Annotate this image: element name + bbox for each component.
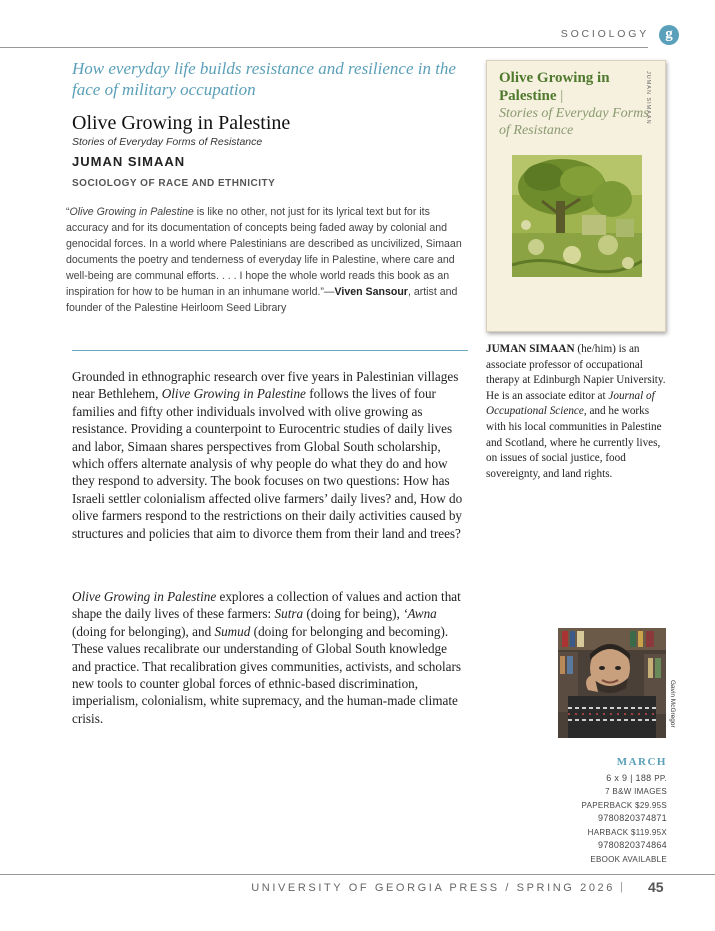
text-run: (doing for belonging and becoming). These values recalibrate our understanding of Global South knowledge and practice. That recalibration gives communities, activists, and scholars new tools to counter global forces of ethnic-based discrimination, imperialism, colonialism, white supremacy, and the human-made climate crisis. xyxy=(72,623,462,726)
author-bio xyxy=(486,342,668,482)
text-run: Grounded in ethnographic research over five years in Palestinian villages near Bethlehem, xyxy=(72,369,459,402)
spec-paperback-isbn: 9780820374871 xyxy=(598,813,667,823)
book-subtitle: Stories of Everyday Forms of Resistance xyxy=(72,136,263,148)
quote-title-ref: Olive Growing in Palestine xyxy=(69,206,194,218)
author-photo-image xyxy=(558,628,666,738)
spec-trim xyxy=(582,772,667,786)
description-paragraph-1 xyxy=(72,368,468,542)
spec-paperback: PAPERBACK $29.95S xyxy=(581,800,667,810)
book-title: Olive Growing in Palestine xyxy=(72,112,291,134)
endorsement-quote xyxy=(66,204,470,316)
header-rule xyxy=(0,47,648,48)
footer-separator: | xyxy=(620,881,623,893)
text-run: (doing for being), xyxy=(303,606,404,622)
cover-artwork-image xyxy=(512,155,642,277)
release-month: MARCH xyxy=(616,756,667,768)
spec-ebook: EBOOK AVAILABLE xyxy=(590,854,667,864)
text-run: follows the lives of four families and fifty other individuals involved with olive growing as resistance. Providing a counterpoint to Eurocentric studies of daily lives and labor, Simaan shares perspectives from Global South scholarship, which offers alternate analysis of why people do what they do and how they respond to adversity. The book focuses on two questions: How has Israeli settler colonialism affected olive farmers’ daily lives? and, How do olive farmers respond to the restrictions on their daily activities caused by structures and policies that aim to divorce them from their land and trees? xyxy=(72,386,463,541)
cover-author: JUMAN SIMAAN xyxy=(645,71,651,125)
text-run: (he/him) is an associate professor of occupational therapy at Edinburgh Napier University. He is an associate editor at xyxy=(486,343,666,402)
text-run: explores a collection of values and action that shape the daily lives of these farmers: xyxy=(72,589,461,622)
pages-unit: PP. xyxy=(654,773,667,783)
book-cover xyxy=(486,60,666,332)
journal-title: Journal of Occupational Science xyxy=(486,389,655,418)
quote-attribution-name: Viven Sansour xyxy=(334,286,408,298)
press-logo-icon: g xyxy=(659,25,679,45)
cover-subtitle: Stories of Everyday Forms of Resistance xyxy=(499,106,649,138)
trim-size: 6 x 9 | 188 xyxy=(606,772,655,783)
spec-hardback: HARBACK $119.95X xyxy=(587,827,667,837)
description-paragraph-2 xyxy=(72,588,468,727)
cover-title-text: Olive Growing in Palestine xyxy=(499,70,610,104)
book-specs xyxy=(582,756,667,866)
text-run: , and he works with his local communities in Palestine and Scotland, where he currently lives, on issues of social justice, food sovereignty, and land rights. xyxy=(486,405,662,480)
bio-author-name: JUMAN SIMAAN xyxy=(486,343,575,355)
quote-mark: “ xyxy=(66,206,70,218)
spec-hardback-isbn: 9780820374864 xyxy=(598,840,667,850)
quote-attribution-role: , artist and founder of the Palestine Heirloom Seed Library xyxy=(66,286,458,314)
term-sumud: Sumud xyxy=(214,623,251,639)
quote-text: is like no other, not just for its lyrical text but for its accuracy and for its documentation of concepts being faded away by colonial and genocidal forces. In a world where Palestinians are described as uncivilized, Simaan documents the poetry and tenderness of everyday life in Palestine, where care and well-being are communal efforts. . . . I hope the whole world reads this book as an inspiration for how to be human in an inhumane world.”— xyxy=(66,206,462,298)
author-name: JUMAN SIMAAN xyxy=(72,154,186,169)
cover-title xyxy=(499,69,647,105)
footer-publisher-season: UNIVERSITY OF GEORGIA PRESS / SPRING 2026 xyxy=(251,882,615,894)
title-ref: Olive Growing in Palestine xyxy=(161,386,306,402)
book-tagline: How everyday life builds resistance and resilience in the face of military occupation xyxy=(72,59,456,99)
cover-separator: | xyxy=(556,88,564,104)
section-label: SOCIOLOGY xyxy=(560,28,649,40)
page-number: 45 xyxy=(648,879,664,895)
term-awna: ʻAwna xyxy=(403,606,437,622)
text-run: (doing for belonging), and xyxy=(72,623,215,639)
footer-rule xyxy=(0,874,715,875)
photo-credit: Gavin McGregor xyxy=(669,680,676,728)
title-ref: Olive Growing in Palestine xyxy=(72,589,217,604)
series-name: SOCIOLOGY OF RACE AND ETHNICITY xyxy=(72,178,276,189)
term-sutra: Sutra xyxy=(274,606,304,622)
section-divider xyxy=(72,350,468,351)
spec-images: 7 B&W IMAGES xyxy=(605,787,667,796)
